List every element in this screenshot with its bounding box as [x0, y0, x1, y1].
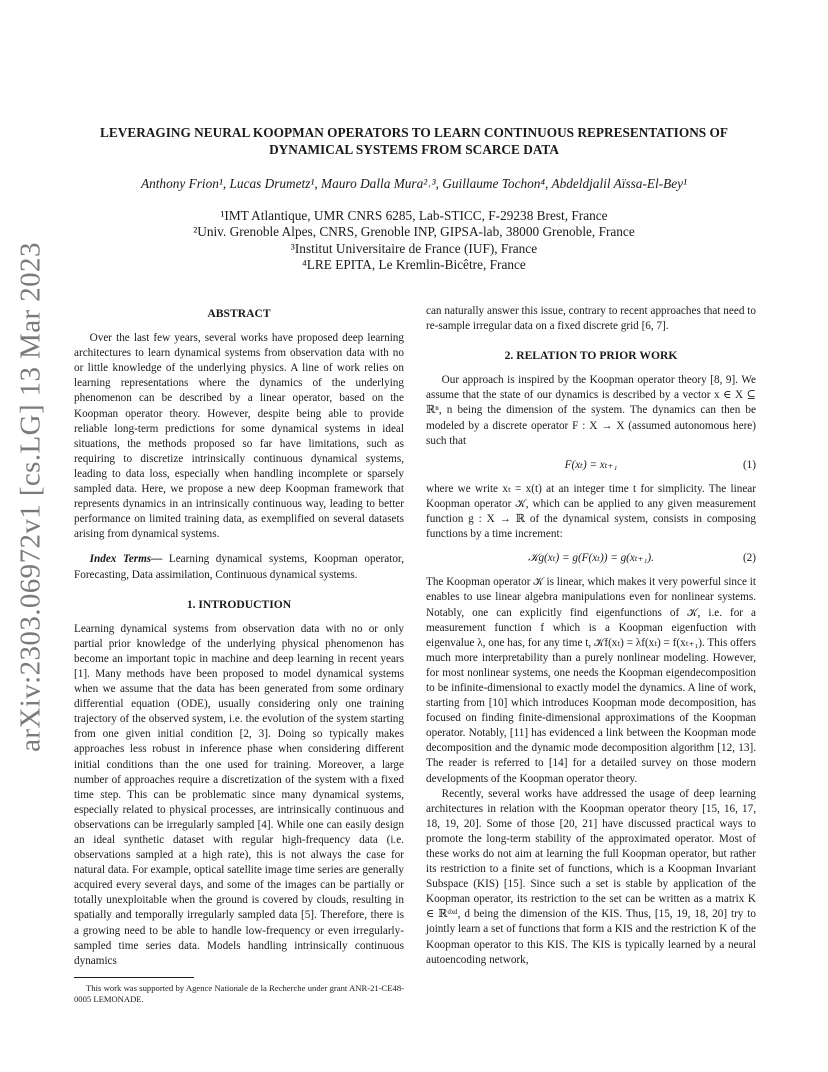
prior-work-paragraph-2: where we write xₜ = x(t) at an integer time t for simplicity. The linear Koopman operator 𝒦, which can be applied to any given measurement function g : X → ℝ of the dynamical system, consists in composing functions by a time increment: [426, 482, 756, 541]
introduction-heading: 1. INTRODUCTION [186, 597, 292, 611]
equation-1 [426, 458, 756, 473]
intro-continuation: can naturally answer this issue, contrary to recent approaches that need to re-sample irregular data on a fixed discrete grid [6, 7]. [426, 305, 756, 333]
prior-work-paragraph-1: Our approach is inspired by the Koopman operator theory [8, 9]. We assume that the state of our dynamics is described by a vector x ∈ X ⊆ ℝⁿ, n being the dimension of the system. The dynamics can then be modeled by a discrete operator F : X → X (assumed autonomous here) such that [426, 374, 756, 447]
footnote-rule [74, 977, 194, 978]
right-column [426, 304, 756, 968]
prior-work-paragraph-3: The Koopman operator 𝒦 is linear, which makes it very powerful since it enables to use linear algebra manipulations even for nonlinear systems. Notably, one can explicitly find eigenfunctions of 𝒦, i.e. for a measurement function f which is a Koopman eigenfuction with eigenvalue λ, one has, for any time t, 𝒦f(xₜ) = λf(xₜ) = f(xₜ₊₁). This offers much more interpretability than a purely nonlinear modeling. However, for most nonlinear systems, one needs the Koopman eigendecomposition to be infinite-dimensional to exactly model the dynamics. A line of work, starting from [10] which introduces Koopman mode decomposition, has focused on finding finite-dimensional approximations of the Koopman operator. Notably, [11] has evidenced a link between the Koopman mode decomposition and the dynamic mode decomposition algorithm [12, 13]. The reader is referred to [14] for a detailed survey on those modern developments of the Koopman operator theory. [426, 576, 756, 785]
affiliation-2: ²Univ. Grenoble Alpes, CNRS, Grenoble INP, GIPSA-lab, 38000 Grenoble, France [193, 224, 635, 240]
funding-footnote: This work was supported by Agence Nationale de la Recherche under grant ANR-21-CE48-0005 LEMONADE. [74, 982, 404, 1004]
affiliation-1: ¹IMT Atlantique, UMR CNRS 6285, Lab-STICC, F-29238 Brest, France [220, 208, 608, 223]
introduction-text: Learning dynamical systems from observation data with no or only partial prior knowledge of the underlying physical phenomenon has become an important topic in machine and deep learning in recent years [1]. Many methods have been proposed to model dynamical systems when we assume that the data has been generated from some ordinary differential equation (ODE), usually considering only one training trajectory of the observed system, i.e. the evolution of the system starting from one given initial condition [2, 3]. Doing so typically makes approaches less robust in inference phase when considering different initial conditions than the one used for training. Moreover, a large number of approaches require a discretization of the system with a fixed time step. This can be problematic since many dynamical systems, especially related to physical processes, are intrinsically continuous and observations can be irregularly sampled [4]. While one can easily design an ideal synthetic dataset with regular high-frequency data (i.e. observations sampled at a high rate), this is not always the case for natural data. For example, optical satellite image time series are generally acquired every several days, and some of the images can be partially or totally unexploitable when the ground is covered by clouds, resulting in spatially and temporally irregularly sampled data [5]. Therefore, there is a growing need to be able to handle low-frequency or even irregularly-sampled time series data. Models handling intrinsically continuous dynamics [74, 622, 404, 967]
arxiv-identifier: arXiv:2303.06972v1 [cs.LG] 13 Mar 2023 [14, 242, 47, 752]
index-terms [74, 552, 404, 582]
paper-title: LEVERAGING NEURAL KOOPMAN OPERATORS TO LEARN CONTINUOUS REPRESENTATIONS OF DYNAMICAL SYSTEMS FROM SCARCE DATA [99, 125, 728, 157]
equation-2 [426, 551, 756, 566]
affiliation-3: ³Institut Universitaire de France (IUF), France [290, 240, 538, 256]
author-list: Anthony Frion¹, Lucas Drumetz¹, Mauro Dalla Mura²˒³, Guillaume Tochon⁴, Abdeldjalil Aïssa-El-Bey¹ [140, 176, 688, 191]
abstract-heading: ABSTRACT [207, 307, 271, 320]
section-2-heading: 2. RELATION TO PRIOR WORK [504, 349, 678, 363]
affiliations [74, 208, 754, 273]
index-terms-text: Learning dynamical systems, Koopman operator, Forecasting, Data assimilation, Continuous dynamical systems. [74, 553, 404, 581]
prior-work-paragraph-4: Recently, several works have addressed the usage of deep learning architectures in relation with the Koopman operator theory [15, 16, 17, 18, 19, 20]. Some of those [20, 21] have discussed practical ways to promote the long-term stability of the approximated operator. Most of these works do not aim at learning the full Koopman operator, but rather its restriction to a finite set of functions, which is a Koopman Invariant Subspace (KIS) [15]. Since such a set is stable by application of the Koopman operator, its restriction to the set can be written as a matrix K ∈ ℝᵈˣᵈ, d being the dimension of the KIS. Thus, [15, 19, 18, 20] try to jointly learn a set of functions that form a KIS and the restriction K of the Koopman operator to this KIS. The KIS is typically learned by a neural autoencoding network, [426, 787, 756, 966]
equation-2-body: 𝒦g(xₜ) = g(F(xₜ)) = g(xₜ₊₁). [528, 552, 654, 565]
equation-1-number: (1) [742, 458, 756, 471]
left-column [74, 304, 404, 1004]
abstract-text: Over the last few years, several works have proposed deep learning architectures to learn dynamical systems from observation data with no or little knowledge of the underlying physics. A line of work relies on learning representations where the dynamics of the underlying phenomenon can be described by a linear operator, based on the Koopman operator theory. However, despite being able to provide reliable long-term predictions for some dynamical systems in ideal situations, the methods proposed so far have limitations, such as requiring to discretize intrinsically continuous dynamical systems, leading to data loss, especially when handling incomplete or sparsely sampled data. Here, we propose a new deep Koopman framework that represents dynamics in an intrinsically continuous way, leading to better performance on limited training data, as exemplified on several datasets arising from dynamical systems. [74, 332, 404, 541]
affiliation-4: ⁴LRE EPITA, Le Kremlin-Bicêtre, France [302, 256, 526, 272]
arxiv-sidebar-stamp [8, 242, 54, 752]
equation-2-number: (2) [742, 552, 756, 565]
index-terms-label: Index Terms— [89, 553, 163, 566]
equation-1-body: F(xₜ) = xₜ₊₁ [564, 458, 618, 471]
